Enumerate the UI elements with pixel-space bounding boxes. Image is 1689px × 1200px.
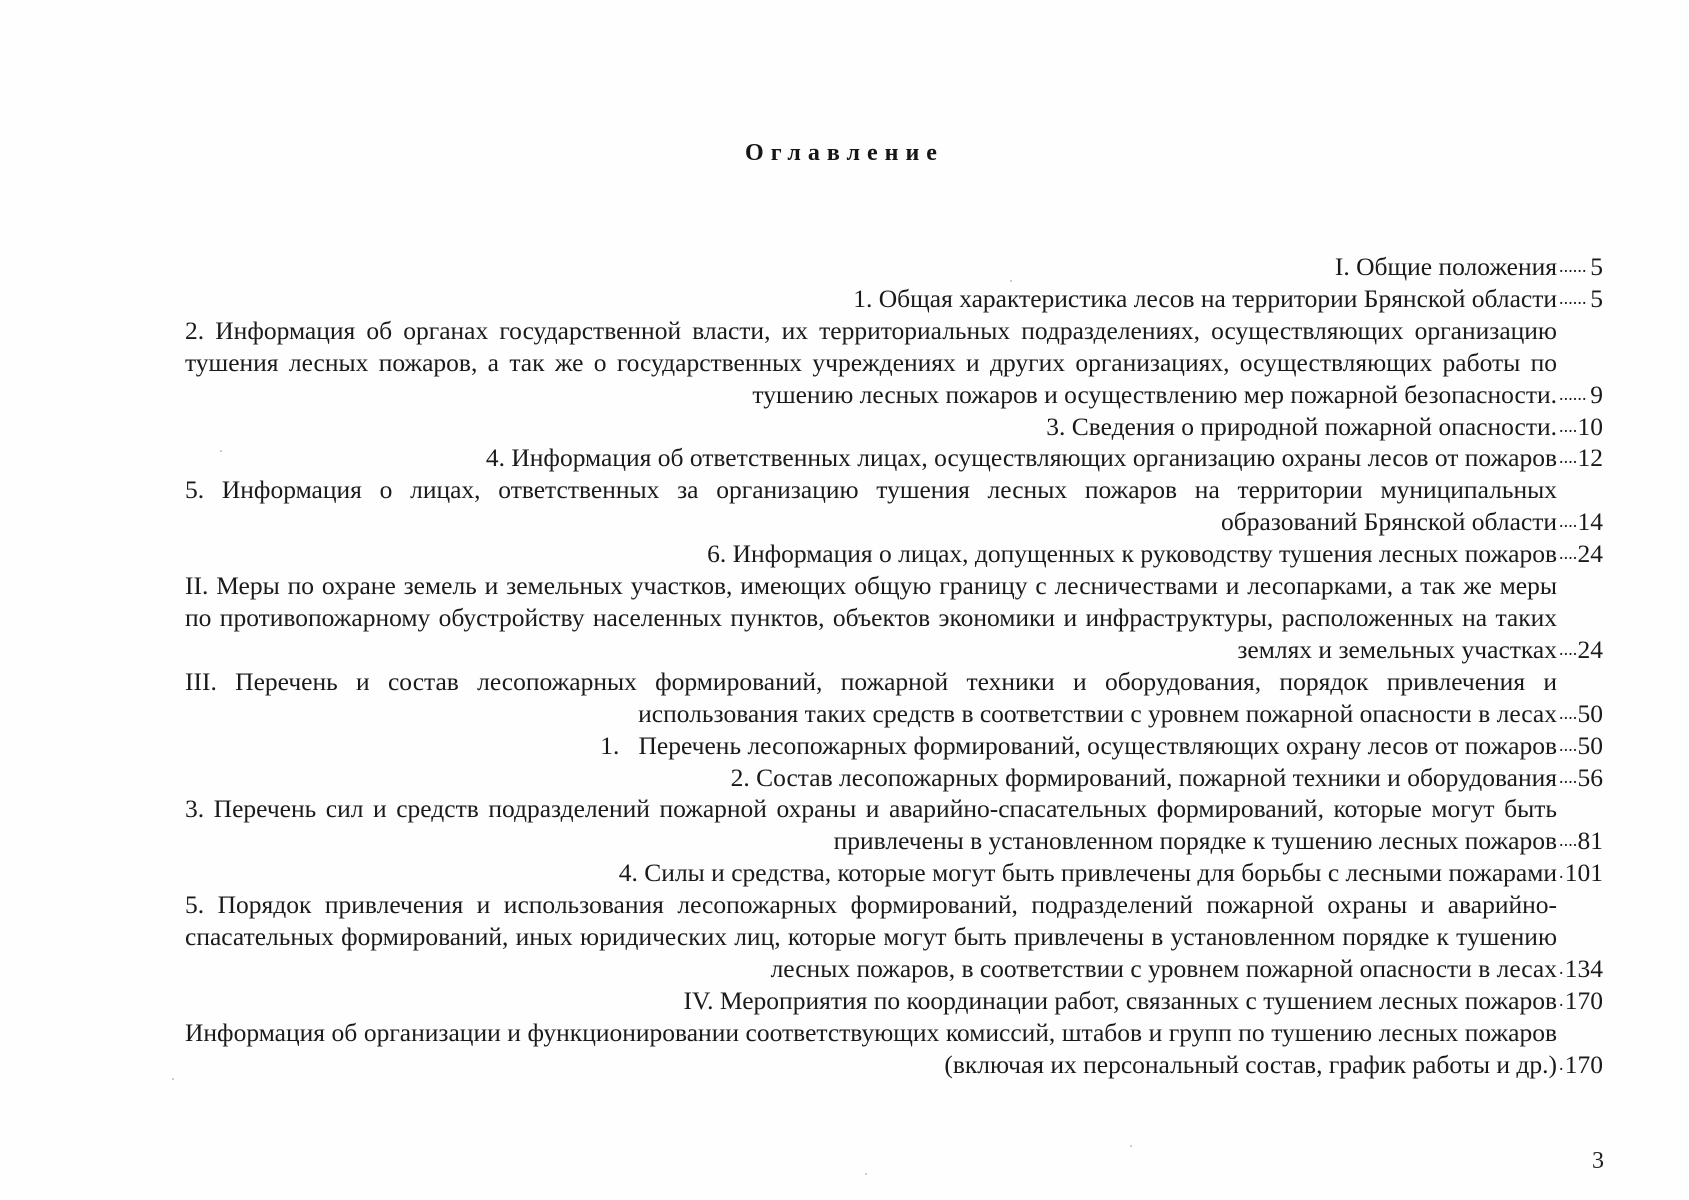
toc-entry-text: 3. Перечень сил и средств подразделений пожарной охраны и аварийно-спасательных формирований, которые могут быть привлечены в установленном порядке к тушению лесных пожаров <box>185 794 1557 856</box>
toc-entry-page: 56 <box>1577 762 1603 792</box>
toc-entry-text: 2. Состав лесопожарных формирований, пожарной техники и оборудования <box>730 762 1557 792</box>
page-title: Оглавление <box>745 140 944 166</box>
toc-entry[interactable] <box>185 411 1603 443</box>
toc-entry[interactable] <box>185 762 1603 794</box>
toc-entry-page: 10 <box>1577 411 1603 441</box>
toc-entry-text: 4. Информация об ответственных лицах, осуществляющих организацию охраны лесов от пожаров <box>485 443 1557 473</box>
scan-speck <box>1010 280 1012 282</box>
toc-entry[interactable] <box>185 857 1603 889</box>
toc-entry-text: 3. Сведения о природной пожарной опасности. <box>1046 411 1557 441</box>
toc-entry-page: 24 <box>1577 634 1603 664</box>
toc-entry-text: 5. Информация о лицах, ответственных за организацию тушения лесных пожаров на территории муниципальных образований Брянской области <box>185 475 1557 537</box>
toc-entry[interactable] <box>185 570 1603 666</box>
toc-entry-page: 5 <box>1590 252 1603 281</box>
toc-entry-text: 2. Информация об органах государственной власти, их территориальных подразделениях, осуществляющих организацию тушения лесных пожаров, а так же о государственных учреждениях и других организациях, осуществляющих работы по тушению лесных пожаров и осуществлению мер пожарной безопасности. <box>185 315 1557 409</box>
scan-speck <box>1130 1145 1132 1147</box>
toc-entry-text: 5. Порядок привлечения и использования лесопожарных формирований, подразделений пожарной охраны и аварийно-спасательных формирований, иных юридических лиц, которые могут быть привлечены в установленном порядке к тушению лесных пожаров, в соответствии с уровнем пожарной опасности в лесах <box>185 890 1557 983</box>
scan-speck <box>865 1173 867 1175</box>
toc-entry-page: 24 <box>1577 539 1603 569</box>
toc-entry-text: 6. Информация о лицах, допущенных к руководству тушения лесных пожаров <box>707 539 1557 569</box>
table-of-contents <box>185 251 1603 1081</box>
toc-entry-text: II. Меры по охране земель и земельных участков, имеющих общую границу с лесничествами и лесопарками, а так же меры по противопожарному обустройству населенных пунктов, объектов экономики и инфраструктуры, расположенных на таких землях и земельных участках <box>185 571 1557 664</box>
toc-entry-page: 170 <box>1564 985 1603 1015</box>
toc-entry-text: III. Перечень и состав лесопожарных формирований, пожарной техники и оборудования, порядок привлечения и использования таких средств в соответствии с уровнем пожарной опасности в лесах <box>185 666 1557 728</box>
toc-entry-text: 1. Общая характеристика лесов на территории Брянской области <box>853 283 1557 313</box>
toc-entry[interactable] <box>185 793 1603 857</box>
scan-speck <box>220 450 222 452</box>
toc-entry-text: 1. Перечень лесопожарных формирований, осуществляющих охрану лесов от пожаров <box>600 730 1557 760</box>
toc-entry[interactable] <box>185 315 1603 411</box>
toc-entry[interactable] <box>185 985 1603 1017</box>
toc-entry-page: 12 <box>1577 443 1603 473</box>
toc-entry-page: 170 <box>1564 1049 1603 1079</box>
toc-entry-text: 4. Силы и средства, которые могут быть привлечены для борьбы с лесными пожарами <box>618 858 1557 888</box>
toc-entry[interactable] <box>185 474 1603 538</box>
toc-entry-page: 134 <box>1564 953 1603 983</box>
toc-entry[interactable] <box>185 538 1603 570</box>
toc-entry-page: 81 <box>1577 826 1603 856</box>
toc-entry[interactable] <box>185 1017 1603 1081</box>
toc-entry[interactable] <box>185 666 1603 730</box>
toc-entry-text: Информация об организации и функционировании соответствующих комиссий, штабов и групп по тушению лесных пожаров (включая их персональный состав, график работы и др.) <box>185 1017 1557 1079</box>
page-number: 3 <box>1592 1148 1604 1174</box>
toc-entry-page: 50 <box>1577 698 1603 728</box>
toc-entry-page: 50 <box>1577 730 1603 760</box>
toc-entry[interactable] <box>185 283 1603 315</box>
toc-entry[interactable] <box>185 442 1603 474</box>
toc-entry-page: 5 <box>1590 283 1603 313</box>
toc-entry[interactable] <box>185 889 1603 985</box>
scan-speck <box>172 1078 174 1080</box>
toc-entry-page: 9 <box>1590 379 1603 409</box>
toc-entry-page: 14 <box>1577 507 1603 537</box>
toc-entry-text: I. Общие положения <box>1334 252 1557 281</box>
toc-entry[interactable] <box>185 251 1603 283</box>
toc-entry-text: IV. Мероприятия по координации работ, связанных с тушением лесных пожаров <box>683 985 1557 1015</box>
toc-entry[interactable] <box>185 730 1603 762</box>
toc-entry-page: 101 <box>1564 858 1603 888</box>
